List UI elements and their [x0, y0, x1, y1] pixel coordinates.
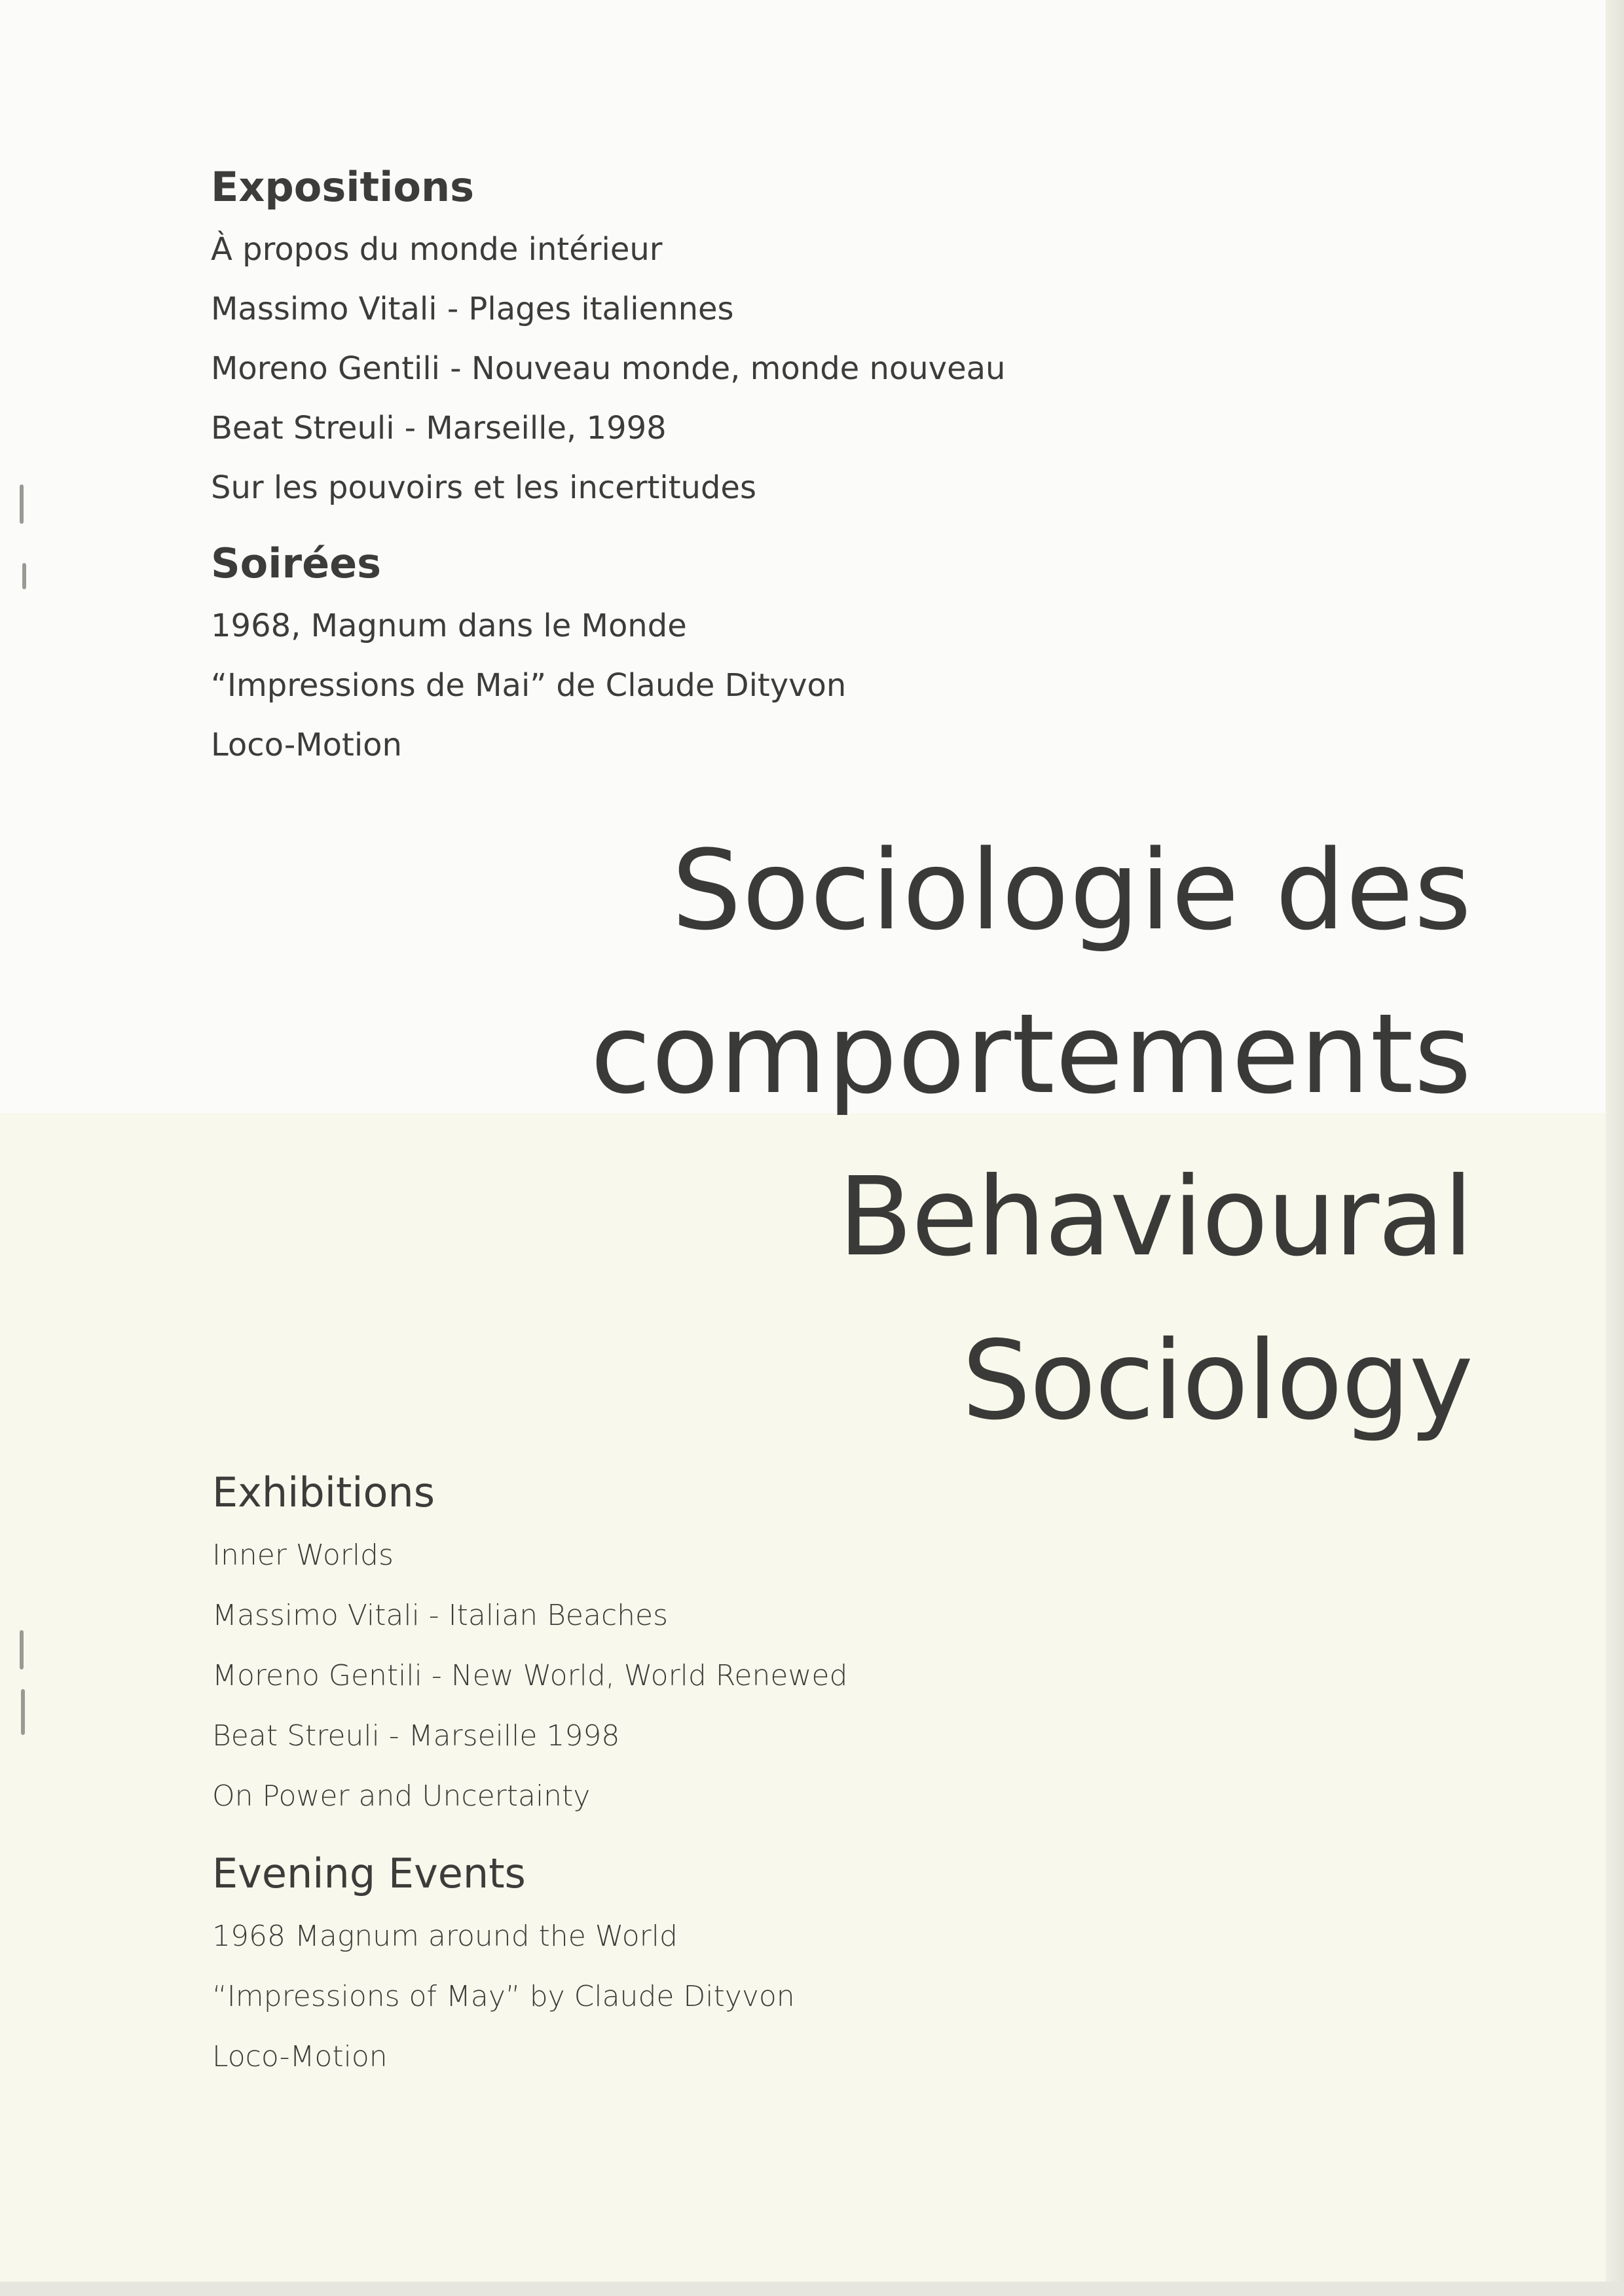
exposition-item: Beat Streuli - Marseille, 1998	[211, 410, 667, 446]
exposition-item: Moreno Gentili - Nouveau monde, monde nouveau	[211, 350, 1006, 387]
expositions-heading: Expositions	[211, 163, 475, 211]
evening-event-item: 1968 Magnum around the World	[212, 1920, 678, 1953]
exposition-item: Sur les pouvoirs et les incertitudes	[211, 469, 756, 506]
soiree-item: Loco-Motion	[211, 727, 402, 763]
exhibition-item: Moreno Gentili - New World, World Renewed	[212, 1659, 848, 1692]
section-title	[490, 809, 1472, 1463]
title-french-line-1: Sociologie des	[671, 826, 1472, 955]
soirees-heading: Soirées	[211, 539, 382, 587]
title-english-line-2: Sociology	[961, 1318, 1472, 1444]
staple-mark	[22, 563, 26, 589]
staple-mark	[20, 1630, 24, 1669]
exhibition-item: On Power and Uncertainty	[212, 1779, 591, 1813]
staple-mark	[21, 1689, 25, 1735]
exhibition-item: Massimo Vitali - Italian Beaches	[212, 1599, 669, 1632]
staple-mark	[20, 484, 24, 524]
exposition-item: Massimo Vitali - Plages italiennes	[211, 291, 734, 327]
exhibition-item: Beat Streuli - Marseille 1998	[212, 1719, 620, 1753]
exposition-item: À propos du monde intérieur	[211, 231, 663, 268]
french-program	[211, 155, 1128, 775]
evening-event-item: “Impressions of May” by Claude Dityvon	[212, 1980, 795, 2013]
page-edge	[1606, 0, 1624, 2296]
soiree-item: “Impressions de Mai” de Claude Dityvon	[211, 667, 847, 704]
evening-events-heading: Evening Events	[212, 1850, 526, 1897]
english-program	[212, 1460, 1129, 2087]
exhibitions-heading: Exhibitions	[212, 1468, 435, 1516]
title-english-line-1: Behavioural	[838, 1154, 1472, 1281]
exhibition-item: Inner Worlds	[212, 1539, 394, 1572]
evening-event-item: Loco-Motion	[212, 2040, 388, 2073]
soiree-item: 1968, Magnum dans le Monde	[211, 608, 687, 644]
page-bottom-edge	[0, 2282, 1624, 2296]
title-french-line-2: comportements	[590, 990, 1472, 1118]
